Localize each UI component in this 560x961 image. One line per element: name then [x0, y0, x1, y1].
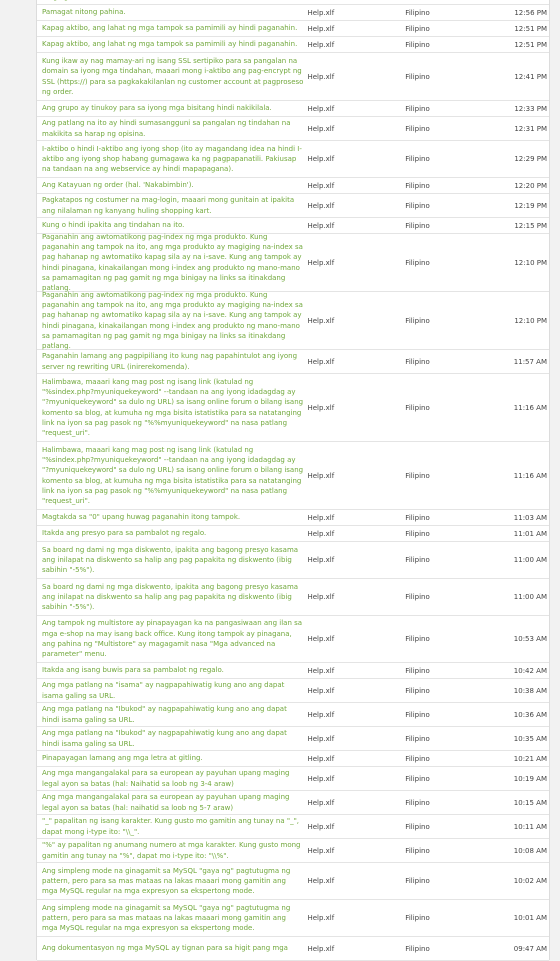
timestamp: 11:00 AM: [513, 556, 548, 564]
timestamp: 10:19 AM: [513, 774, 548, 783]
table-row: [37, 751, 549, 767]
timestamp: 12:41 PM: [514, 72, 548, 81]
language-name: Filipino: [405, 258, 430, 267]
source-message-link[interactable]: Kung o hindi ipakita ang tindahan na ito.: [42, 221, 185, 230]
table-row: [37, 616, 549, 663]
language-name: Filipino: [405, 471, 430, 480]
timestamp: 11:01 AM: [513, 529, 548, 538]
timestamp: 12:15 PM: [514, 221, 548, 230]
table-row: [37, 442, 549, 510]
language-name: Filipino: [405, 877, 430, 885]
timestamp: 10:53 AM: [513, 635, 548, 643]
language-name: Filipino: [405, 798, 430, 807]
file-name: Help.xlf: [307, 403, 335, 412]
table-row: [37, 37, 549, 53]
source-message-link[interactable]: Ang dokumentasyon ng mga MySQL ay tignan para sa higit pang mga: [42, 944, 288, 953]
source-message-link[interactable]: Ang Katayuan ng order (hal. 'Nakabimbin').: [42, 181, 194, 190]
language-name: Filipino: [405, 40, 430, 49]
source-message-link[interactable]: Kung ikaw ay nag mamay-ari ng isang SSL sertipiko para sa pangalan na domain sa iyong mga tindahan, maaari mong i-aktibo ang pag-encrypt ng SSL (https://) para sa pagkakakilanlan ng customer account at pagproseso ng order.: [42, 56, 304, 96]
file-name: Help.xlf: [307, 124, 335, 133]
timestamp: 12:29 PM: [514, 155, 548, 163]
table-row: [37, 194, 549, 218]
language-name: Filipino: [405, 710, 430, 719]
timestamp: 11:57 AM: [513, 357, 548, 366]
file-name: Help.xlf: [307, 529, 335, 538]
timestamp: 10:21 AM: [513, 754, 548, 763]
source-message-link[interactable]: Ang patlang na ito ay hindi sumasangguni sa pangalan ng tindahan na makikita sa harap ng opisina.: [42, 119, 291, 138]
timestamp: 10:08 AM: [513, 846, 548, 855]
source-message-link[interactable]: Ang mga patlang na "isama" ay nagpapahiwatig kung ano ang dapat isama galing sa URL.: [42, 681, 285, 700]
file-name: Help.xlf: [307, 635, 335, 643]
file-name: Help.xlf: [307, 181, 335, 190]
table-row: [37, 117, 549, 141]
language-name: Filipino: [405, 529, 430, 538]
timestamp: 12:10 PM: [514, 258, 548, 267]
source-message-link[interactable]: Halimbawa, maaari kang mag post ng isang link (katulad ng "%sindex.php?myuniquekeyword" --tandaan na ang iyong idadagdag ay "?myuniquekeyword" sa dulo ng URL) sa isang online forum o bilang isang komento sa blog, at kumuha ng mga bisita istatistika para sa natatanging link na iyon sa pag pasok ng "%%myuniquekeyword" na nasa patlang "request_uri".: [42, 445, 304, 506]
table-row: [37, 767, 549, 791]
timestamp: 11:00 AM: [513, 593, 548, 601]
table-row: [37, 526, 549, 542]
file-name: Help.xlf: [307, 774, 335, 783]
timestamp: 10:38 AM: [513, 686, 548, 695]
source-message-link[interactable]: "%" ay papalitan ng anumang numero at mga karakter. Kung gusto mong gamitin ang tunay na "%", dapat mo i-type ito: "\\%".: [42, 841, 301, 860]
file-name: Help.xlf: [307, 944, 335, 953]
table-row: [37, 101, 549, 117]
file-name: Help.xlf: [307, 24, 335, 33]
timestamp: 10:42 AM: [513, 666, 548, 675]
file-name: Help.xlf: [307, 40, 335, 49]
timestamp: 10:15 AM: [513, 798, 548, 807]
table-row: [37, 542, 549, 579]
table-row: [37, 663, 549, 679]
translation-history-panel: [36, 0, 550, 960]
language-name: Filipino: [405, 513, 430, 522]
table-row: [37, 292, 549, 350]
timestamp: 12:31 PM: [514, 124, 548, 133]
table-row: [37, 350, 549, 374]
timestamp: 12:51 PM: [514, 24, 548, 33]
language-name: Filipino: [405, 181, 430, 190]
file-name: Help.xlf: [307, 155, 335, 163]
file-name: Help.xlf: [307, 201, 335, 210]
file-name: Help.xlf: [307, 357, 335, 366]
file-name: Help.xlf: [307, 593, 335, 601]
source-message-link[interactable]: Ang mga patlang na "Ibukod" ay nagpapahiwatig kung ano ang dapat hindi isama galing sa URL.: [42, 705, 287, 724]
language-name: Filipino: [405, 774, 430, 783]
language-name: Filipino: [405, 686, 430, 695]
source-message-link[interactable]: Paganahin lamang ang pagpipiliang ito kung nag papahintulot ang iyong server ng rewriting URL (inirerekomenda).: [42, 352, 298, 371]
table-row: [37, 141, 549, 178]
source-message-link[interactable]: Sa board ng dami ng mga diskwento, ipakita ang bagong presyo kasama ang inilapat na diskwento sa halip ang pag papakita ng diskwento (ibig sabihin "-5%").: [42, 582, 299, 612]
source-message-link[interactable]: Magtakda sa "0" upang huwag paganahin itong tampok.: [42, 513, 241, 522]
language-name: Filipino: [405, 124, 430, 133]
file-name: Help.xlf: [307, 556, 335, 564]
language-name: Filipino: [405, 403, 430, 412]
timestamp: 12:20 PM: [514, 181, 548, 190]
source-message-link[interactable]: Sa board ng dami ng mga diskwento, ipakita ang bagong presyo kasama ang inilapat na diskwento sa halip ang pag papakita ng diskwento (ibig sabihin "-5%").: [42, 545, 299, 575]
file-name: Help.xlf: [307, 754, 335, 763]
file-name: Help.xlf: [307, 221, 335, 230]
timestamp: 11:16 AM: [513, 471, 548, 480]
timestamp: 10:35 AM: [513, 734, 548, 743]
source-message-link[interactable]: "_" papalitan ng isang karakter. Kung gusto mo gamitin ang tunay na "_", dapat mong i-type ito: "\\_".: [42, 817, 300, 836]
table-row: [37, 839, 549, 863]
source-message-link[interactable]: Itakda ang presyo para sa pambalot ng regalo.: [42, 529, 207, 538]
source-message-link[interactable]: Kapag aktibo, ang lahat ng mga tampok sa pamimili ay hindi paganahin.: [42, 40, 298, 49]
language-name: Filipino: [405, 944, 430, 953]
language-name: Filipino: [405, 72, 430, 81]
source-message-link[interactable]: Ang simpleng mode na ginagamit sa MySQL "gaya ng" pagtutugma ng pattern, pero para sa mas mataas na lakas maaari mong gamitin ang mga MySQL regular na mga expresyon sa ekspertong mode.: [42, 903, 291, 933]
translation-list: [37, 0, 549, 961]
timestamp: 12:33 PM: [514, 104, 548, 113]
language-name: Filipino: [405, 734, 430, 743]
source-message-link[interactable]: Halimbawa, maaari kang mag post ng isang link (katulad ng "%sindex.php?myuniquekeyword" --tandaan na ang iyong idadagdag ay "?myuniquekeyword" sa dulo ng URL) sa isang online forum o bilang isang komento sa blog, at kumuha ng mga bisita istatistika para sa natatanging link na iyon sa pag pasok ng "%%myuniquekeyword" na nasa patlang "request_uri".: [42, 377, 304, 438]
file-name: Help.xlf: [307, 710, 335, 719]
source-message-link[interactable]: Kapag aktibo, ang lahat ng mga tampok sa pamimili ay hindi paganahin.: [42, 24, 298, 33]
timestamp: 10:01 AM: [513, 914, 548, 922]
source-message-link[interactable]: Pagkatapos ng costumer na mag-login, maaari mong gunitain at ipakita ang nilalaman ng kanyang huling shopping kart.: [42, 196, 295, 215]
language-name: Filipino: [405, 24, 430, 33]
language-name: Filipino: [405, 155, 430, 163]
timestamp: 09:47 AM: [513, 944, 548, 953]
source-message-link[interactable]: Pinapayagan lamang ang mga letra at gitling.: [42, 754, 203, 763]
file-name: Help.xlf: [307, 666, 335, 675]
language-name: Filipino: [405, 201, 430, 210]
timestamp: 12:51 PM: [514, 40, 548, 49]
timestamp: 10:02 AM: [513, 877, 548, 885]
language-name: Filipino: [405, 754, 430, 763]
source-message-link[interactable]: Paganahin ang awtomatikong pag-index ng mga produkto. Kung paganahin ang tampok na ito, ang mga produkto ay magiging na-index sa pag hahanap ng awtomatiko kapag sila ay na i-save. Kung ang tampok ay hindi pinagana, kinakailangan mong i-index ang produkto ng mano-mano sa pamamagitan ng pag gamit ng mga binigay na links sa itinakdang patlang.: [42, 290, 303, 351]
table-row: [37, 21, 549, 37]
source-message-link[interactable]: Ang mga mangangalakal para sa european ay payuhan upang maging legal ayon sa batas (hal: naihatid sa loob ng 5-7 araw): [42, 793, 290, 812]
table-row: [37, 863, 549, 900]
timestamp: 11:16 AM: [513, 403, 548, 412]
file-name: Help.xlf: [307, 316, 335, 325]
source-message-link[interactable]: Ang grupo ay tinukoy para sa iyong mga bisitang hindi nakikilala.: [42, 104, 272, 113]
table-row: [37, 937, 549, 961]
source-message-link[interactable]: I-aktibo o hindi I-aktibo ang iyong shop (ito ay magandang idea na hindi I-aktibo ang iyong shop habang gumagawa ka ng pagpapanatili. Pakiusap na tandaan na ang webservice ay hindi mapapagana).: [42, 144, 302, 174]
file-name: Help.xlf: [307, 734, 335, 743]
language-name: Filipino: [405, 221, 430, 230]
language-name: Filipino: [405, 666, 430, 675]
timestamp: 10:11 AM: [513, 822, 548, 831]
language-name: Filipino: [405, 316, 430, 325]
source-message-link[interactable]: Ang tampok ng multistore ay pinapayagan ka na pangasiwaan ang ilan sa mga e-shop na may isang back office. Kung itong tampok ay pinagana, ang pahina ng "Multistore" ay magagamit nasa "Mga advanced na parameter" menu.: [42, 619, 303, 659]
file-name: Help.xlf: [307, 914, 335, 922]
language-name: Filipino: [405, 593, 430, 601]
file-name: Help.xlf: [307, 471, 335, 480]
table-row: [37, 579, 549, 616]
language-name: Filipino: [405, 635, 430, 643]
table-row: [37, 815, 549, 839]
table-row: [37, 234, 549, 292]
timestamp: 12:56 PM: [514, 8, 548, 17]
file-name: Help.xlf: [307, 877, 335, 885]
language-name: Filipino: [405, 104, 430, 113]
language-name: Filipino: [405, 846, 430, 855]
source-message-link[interactable]: Paganahin ang awtomatikong pag-index ng mga produkto. Kung paganahin ang tampok na ito, ang mga produkto ay magiging na-index sa pag hahanap ng awtomatiko kapag sila ay na i-save. Kung ang tampok ay hindi pinagana, kinakailangan mong i-index ang produkto ng mano-mano sa pamamagitan ng pag gamit ng mga binigay na links sa itinakdang patlang.: [42, 232, 303, 293]
table-row: [37, 5, 549, 21]
language-name: Filipino: [405, 914, 430, 922]
table-row: [37, 703, 549, 727]
source-message-link[interactable]: Itakda ang isang buwis para sa pambalot ng regalo.: [42, 666, 224, 675]
source-message-link[interactable]: Ang mga patlang na "Ibukod" ay nagpapahiwatig kung ano ang dapat hindi isama galing sa URL.: [42, 729, 287, 748]
table-row: [37, 178, 549, 194]
table-row: [37, 374, 549, 442]
table-row: [37, 727, 549, 751]
table-row: [37, 900, 549, 937]
file-name: Help.xlf: [307, 258, 335, 267]
table-row: [37, 53, 549, 101]
table-row: [37, 791, 549, 815]
language-name: Filipino: [405, 357, 430, 366]
language-name: Filipino: [405, 822, 430, 831]
timestamp: 11:03 AM: [513, 513, 548, 522]
source-message-link[interactable]: Ang mga mangangalakal para sa european ay payuhan upang maging legal ayon sa batas (hal: Naihatid sa loob ng 3-4 araw): [42, 769, 290, 788]
source-message-link[interactable]: Ang simpleng mode na ginagamit sa MySQL "gaya ng" pagtutugma ng pattern, pero para sa mas mataas na lakas maaari mong gamitin ang mga MySQL regular na mga expresyon sa ekspertong mode.: [42, 866, 291, 896]
source-message-link[interactable]: [42, 0, 303, 3]
timestamp: 12:19 PM: [514, 201, 548, 210]
file-name: Help.xlf: [307, 798, 335, 807]
source-message-link[interactable]: Pamagat nitong pahina.: [42, 8, 126, 17]
table-row: [37, 510, 549, 526]
file-name: Help.xlf: [307, 513, 335, 522]
file-name: Help.xlf: [307, 822, 335, 831]
timestamp: 10:36 AM: [513, 710, 548, 719]
file-name: Help.xlf: [307, 846, 335, 855]
language-name: Filipino: [405, 556, 430, 564]
file-name: Help.xlf: [307, 686, 335, 695]
file-name: Help.xlf: [307, 104, 335, 113]
table-row: [37, 679, 549, 703]
file-name: Help.xlf: [307, 72, 335, 81]
timestamp: 12:10 PM: [514, 316, 548, 325]
file-name: Help.xlf: [307, 8, 335, 17]
language-name: Filipino: [405, 8, 430, 17]
